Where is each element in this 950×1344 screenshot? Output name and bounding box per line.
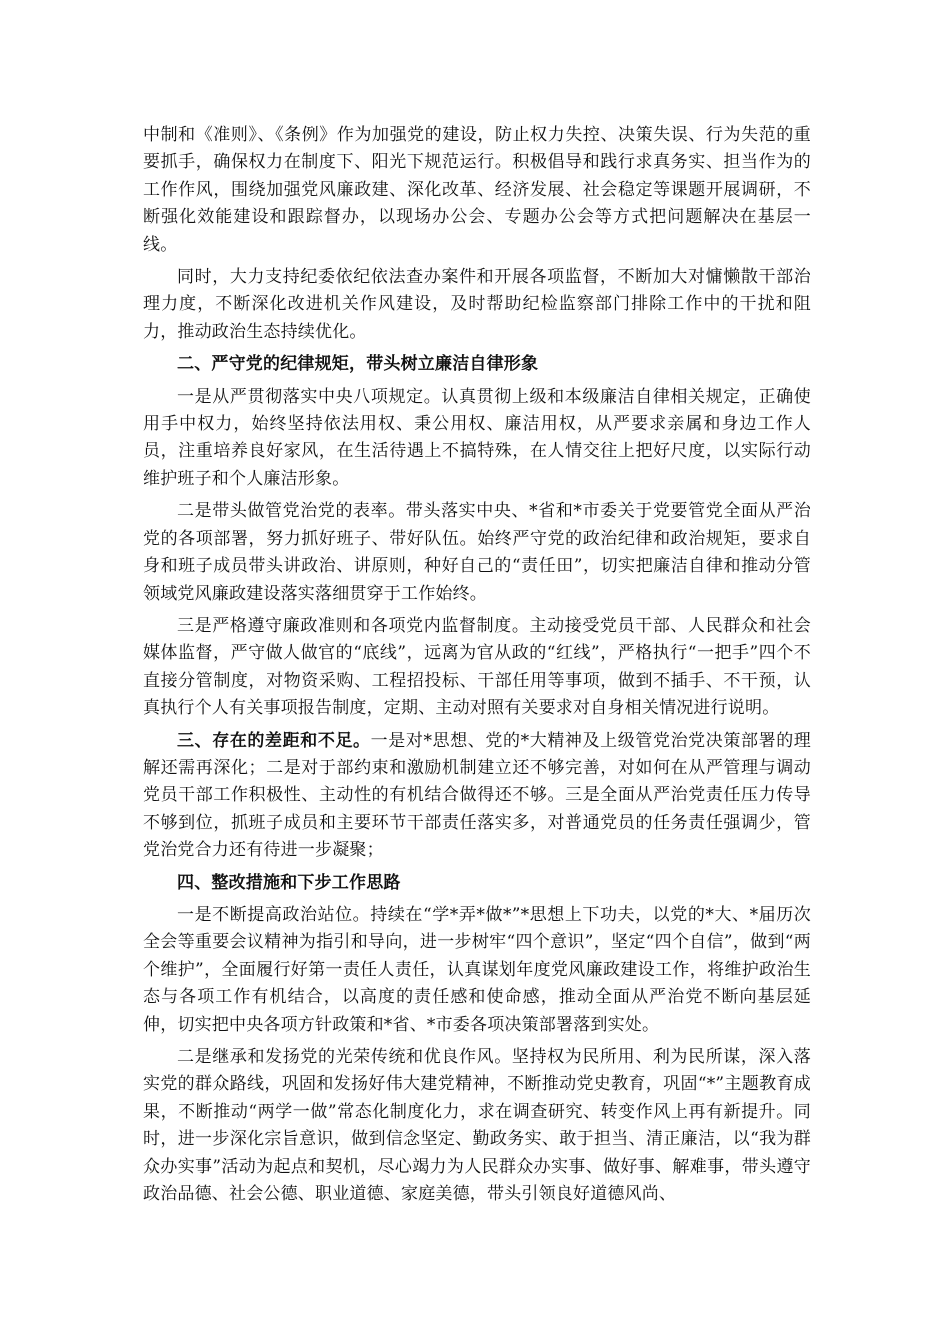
- section-3-body: 一是对*思想、党的*大精神及上级管党治党决策部署的理解还需再深化；二是对于部约束和激励机制建立还不够完善，对如何在从严管理与调动党员干部工作积极性、主动性的有机结合做得还不够。三是全面从严治党责任压力传导不够到位，抓班子成员和主要环节干部责任落实多，对普通党员的任务责任强调少，管党治党合力还有待进一步凝聚；: [143, 730, 812, 861]
- paragraph-point-1: 一是从严贯彻落实中央八项规定。认真贯彻上级和本级廉洁自律相关规定，正确使用手中权力，始终坚持依法用权、秉公用权、廉洁用权，从严要求亲属和身边工作人员，注重培养良好家风，在生活待遇上不搞特殊，在人情交往上把好尺度，以实际行动维护班子和个人廉洁形象。: [143, 386, 811, 489]
- section-heading-2: 二、严守党的纪律规矩，带头树立廉洁自律形象: [177, 354, 539, 375]
- paragraph-continued: 中制和《准则》、《条例》作为加强党的建设，防止权力失控、决策失误、行为失范的重要抓手，确保权力在制度下、阳光下规范运行。积极倡导和践行求真务实、担当作为的工作作风，围绕加强党风廉政建、深化改革、经济发展、社会稳定等课题开展调研，不断强化效能建设和跟踪督办，以现场办公会、专题办公会等方式把问题解决在基层一线。: [143, 125, 811, 255]
- paragraph-measure-1: 一是不断提高政治站位。持续在“学*弄*做*”*思想上下功夫，以党的*大、*届历次全会等重要会议精神为指引和导向，进一步树牢“四个意识”，坚定“四个自信”，做到“两个维护”，全面履行好第一责任人责任，认真谋划年度党风廉政建设工作，将维护政治生态与各项工作有机结合，以高度的责任感和使命感，推动全面从严治党不断向基层延伸，切实把中央各项方针政策和*省、*市委各项决策部署落到实处。: [143, 904, 811, 1035]
- section-heading-4: 四、整改措施和下步工作思路: [177, 872, 401, 893]
- document-page: [143, 122, 811, 1208]
- paragraph-point-3: 三是严格遵守廉政准则和各项党内监督制度。主动接受党员干部、人民群众和社会媒体监督，严守做人做官的“底线”，远离为官从政的“红线”，严格执行“一把手”四个不直接分管制度，对物资采购、工程招投标、干部任用等事项，做到不插手、不干预，认真执行个人有关事项报告制度，定期、主动对照有关要求对自身相关情况进行说明。: [143, 615, 811, 719]
- section-heading-3: 三、存在的差距和不足。: [177, 730, 371, 751]
- paragraph-section-3: [143, 728, 811, 865]
- paragraph-support-discipline: 同时，大力支持纪委依纪依法查办案件和开展各项监督，不断加大对慵懒散干部治理力度，不断深化改进机关作风建设，及时帮助纪检监察部门排除工作中的干扰和阻力，推动政治生态持续优化。: [143, 267, 811, 342]
- paragraph-measure-2: 二是继承和发扬党的光荣传统和优良作风。坚持权为民所用、利为民所谋，深入落实党的群众路线，巩固和发扬好伟大建党精神，不断推动党史教育，巩固“*”主题教育成果，不断推动“两学一做”常态化制度化力，求在调查研究、转变作风上再有新提升。同时，进一步深化宗旨意识，做到信念坚定、勤政务实、敢于担当、清正廉洁，以“我为群众办实事”活动为起点和契机，尽心竭力为人民群众办实事、做好事、解难事，带头遵守政治品德、社会公德、职业道德、家庭美德，带头引领良好道德风尚、: [143, 1047, 811, 1205]
- paragraph-point-2: 二是带头做管党治党的表率。带头落实中央、*省和*市委关于党要管党全面从严治党的各项部署，努力抓好班子、带好队伍。始终严守党的政治纪律和政治规矩，要求自身和班子成员带头讲政治、讲原则，种好自己的“责任田”，切实把廉洁自律和推动分管领域党风廉政建设落实落细贯穿于工作始终。: [143, 501, 811, 604]
